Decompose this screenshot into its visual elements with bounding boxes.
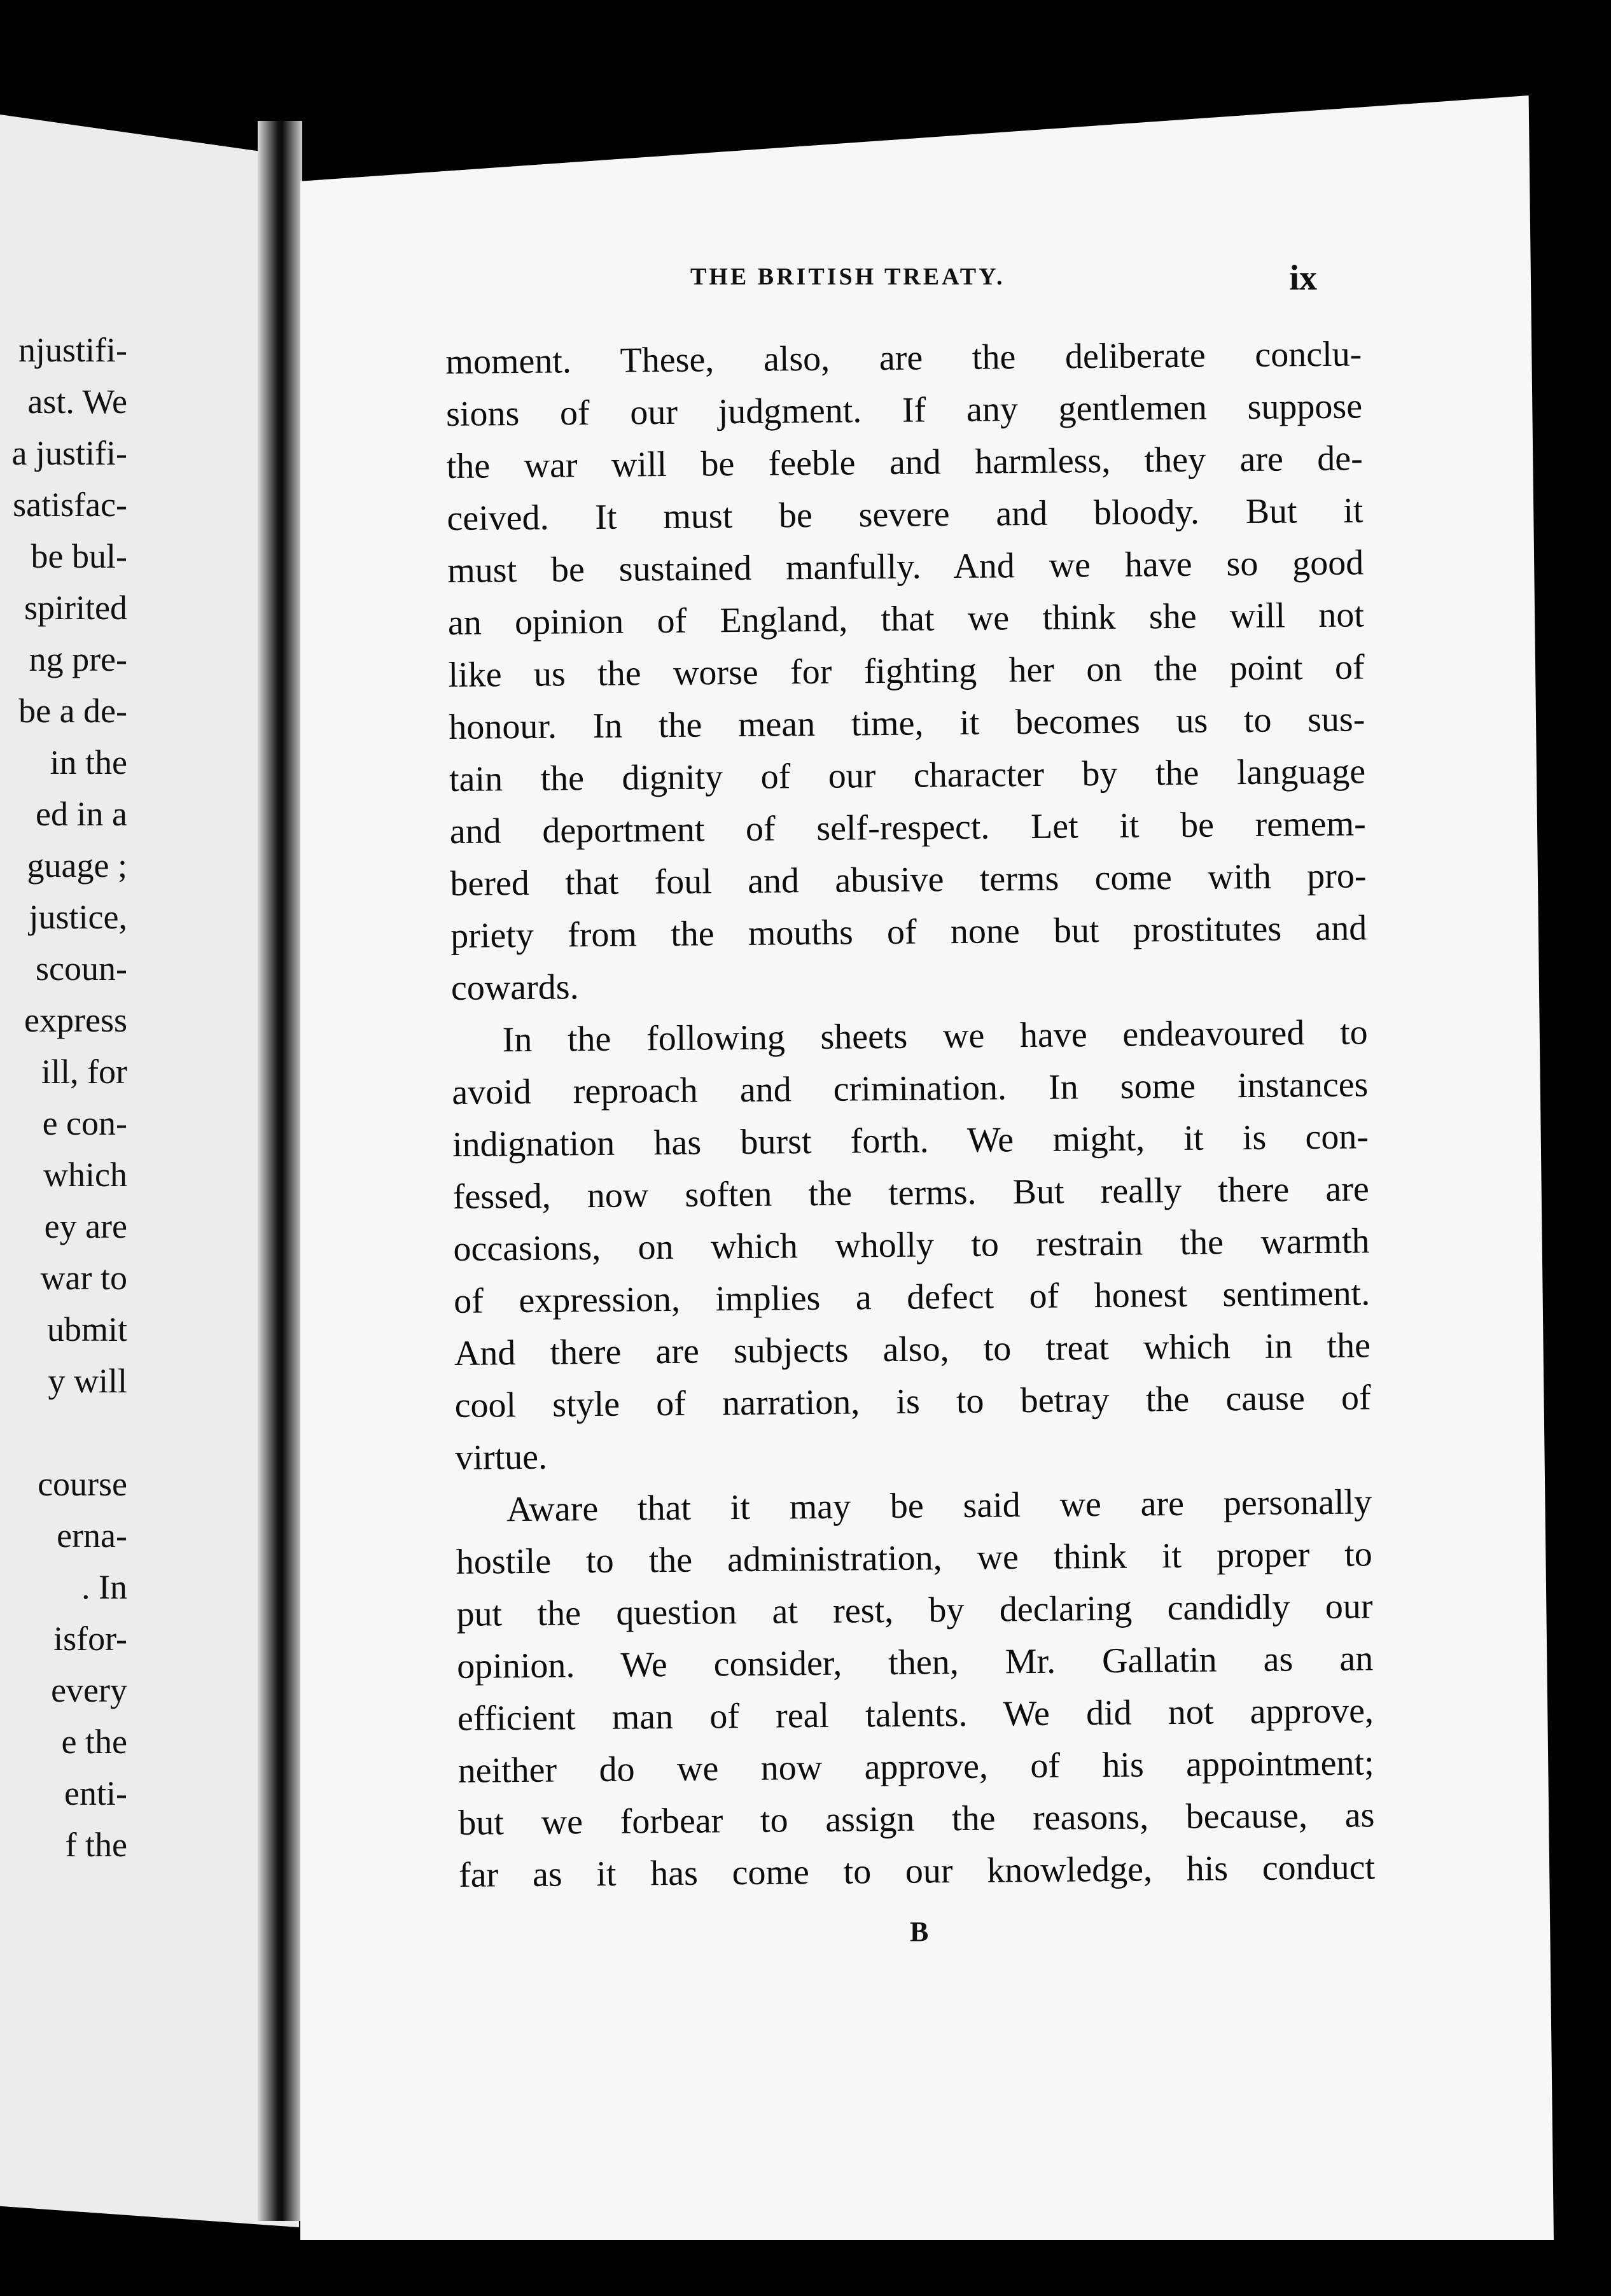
running-title: THE BRITISH TREATY. — [690, 263, 1005, 290]
text-line: efficient man of real talents. We did not approve, — [457, 1691, 1374, 1739]
left-page-line: justice, — [29, 898, 127, 936]
text-line: an opinion of England, that we think she will not — [447, 595, 1365, 643]
left-page-line: ubmit — [46, 1310, 127, 1348]
left-page-line: be a de- — [18, 692, 127, 730]
left-page-line: e the — [61, 1723, 127, 1761]
text-line: fessed, now soften the terms. But really there are — [452, 1169, 1370, 1217]
left-page-line: ill, for — [41, 1053, 127, 1091]
page-number: ix — [1289, 258, 1317, 298]
left-page-line: ey are — [44, 1207, 127, 1245]
left-page-line: in the — [50, 743, 127, 781]
text-line: tain the dignity of our character by the language — [449, 752, 1366, 799]
left-page-line: a justifi- — [11, 434, 127, 472]
left-page-text — [0, 325, 127, 1871]
running-header — [690, 258, 1317, 302]
text-line: like us the worse for fighting her on the point of — [448, 647, 1365, 695]
text-line: Aware that it may be said we are personally — [506, 1482, 1372, 1530]
text-line: bered that foul and abusive terms come with pro- — [450, 856, 1367, 904]
left-page-line: spirited — [24, 589, 127, 627]
text-line: moment. These, also, are the deliberate conclu- — [445, 334, 1362, 382]
text-line: must be sustained manfully. And we have so good — [447, 543, 1364, 591]
left-page-line: isfor- — [53, 1620, 127, 1658]
text-line: hostile to the administration, we think it proper to — [456, 1534, 1373, 1582]
left-page-line: guage ; — [27, 846, 127, 885]
text-line: of expression, implies a defect of honest sentiment. — [453, 1273, 1370, 1321]
left-page-line: ng pre- — [29, 640, 127, 678]
left-page-line: f the — [65, 1826, 127, 1864]
text-line: sions of our judgment. If any gentlemen suppose — [445, 386, 1363, 434]
left-page-line: njustifi- — [18, 331, 127, 369]
left-page-line: express — [24, 1001, 127, 1039]
left-page-line — [0, 1407, 127, 1459]
left-page-line: be bul- — [31, 537, 127, 575]
text-line: And there are subjects also, to treat which in the — [454, 1326, 1371, 1373]
left-page-line: war to — [40, 1259, 127, 1297]
text-line: virtue. — [455, 1437, 548, 1478]
signature-mark: B — [910, 1916, 929, 1947]
text-line: the war will be feeble and harmless, they are de- — [446, 438, 1363, 486]
left-page-line: . In — [81, 1568, 127, 1606]
text-line: neither do we now approve, of his appointment; — [457, 1743, 1374, 1791]
text-line: priety from the mouths of none but prostitutes and — [450, 908, 1367, 956]
text-line: In the following sheets we have endeavoured to — [502, 1012, 1368, 1060]
text-line: cool style of narration, is to betray the cause of — [454, 1378, 1371, 1425]
left-page-line: course — [38, 1465, 127, 1503]
left-page-line: erna- — [57, 1516, 127, 1555]
left-page-line: enti- — [64, 1774, 127, 1812]
text-line: opinion. We consider, then, Mr. Gallatin as an — [456, 1639, 1374, 1686]
text-line: far as it has come to our knowledge, his conduct — [458, 1847, 1376, 1895]
left-page-line: which — [43, 1156, 127, 1194]
left-page-line: every — [51, 1671, 127, 1709]
left-page-line: scoun- — [36, 949, 127, 988]
text-line: but we forbear to assign the reasons, because, as — [458, 1795, 1375, 1843]
text-line: honour. In the mean time, it becomes us to sus- — [449, 699, 1365, 747]
text-line: cowards. — [450, 967, 579, 1008]
text-line: occasions, on which wholly to restrain the warmth — [453, 1221, 1370, 1269]
book-gutter — [258, 121, 302, 2221]
left-page-line: ast. We — [27, 382, 127, 421]
body-text — [445, 328, 1375, 1901]
left-page-line: ed in a — [36, 795, 127, 833]
left-page-line: y will — [48, 1362, 127, 1400]
text-line: avoid reproach and crimination. In some instances — [452, 1065, 1369, 1112]
text-line: indignation has burst forth. We might, it is con- — [452, 1117, 1369, 1165]
text-line: and deportment of self-respect. Let it be remem- — [449, 804, 1367, 851]
left-page-line: e con- — [42, 1104, 127, 1142]
left-page-line: satisfac- — [13, 486, 127, 524]
text-line: ceived. It must be severe and bloody. But it — [447, 491, 1363, 538]
text-line: put the question at rest, by declaring candidly our — [456, 1586, 1373, 1634]
